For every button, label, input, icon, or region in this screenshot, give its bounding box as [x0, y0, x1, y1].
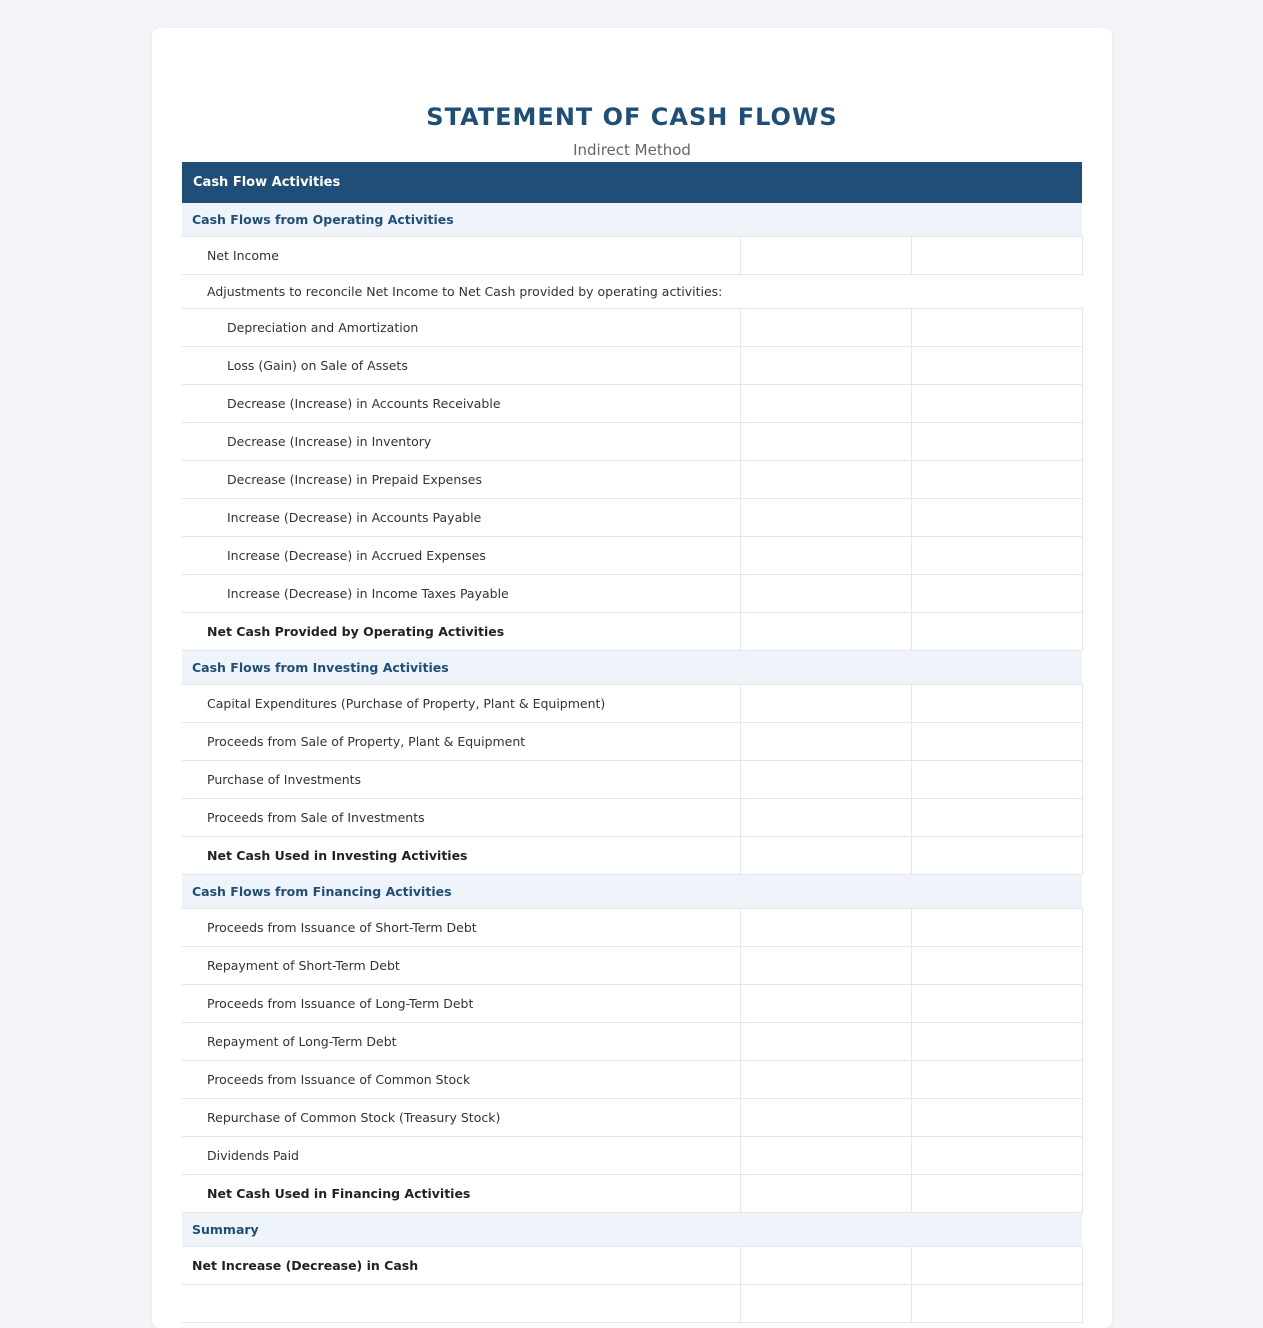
amount-cell[interactable]	[740, 613, 911, 651]
table-row	[182, 237, 1082, 275]
row-label: Repayment of Short-Term Debt	[182, 947, 740, 985]
total-row-financing	[182, 1175, 1082, 1213]
amount-cell[interactable]	[911, 309, 1082, 347]
table-row	[182, 1023, 1082, 1061]
row-label: Proceeds from Issuance of Common Stock	[182, 1061, 740, 1099]
amount-cell[interactable]	[911, 1285, 1082, 1323]
amount-cell[interactable]	[740, 685, 911, 723]
row-label: Loss (Gain) on Sale of Assets	[182, 347, 740, 385]
row-label: Proceeds from Issuance of Short-Term Debt	[182, 909, 740, 947]
table-row	[182, 1137, 1082, 1175]
amount-cell[interactable]	[740, 347, 911, 385]
section-financing	[182, 875, 1082, 909]
amount-cell[interactable]	[911, 575, 1082, 613]
section-summary	[182, 1213, 1082, 1247]
row-label: Increase (Decrease) in Income Taxes Payable	[182, 575, 740, 613]
amount-cell[interactable]	[911, 1099, 1082, 1137]
row-label: Decrease (Increase) in Accounts Receivable	[182, 385, 740, 423]
amount-cell[interactable]	[911, 723, 1082, 761]
row-label: Increase (Decrease) in Accrued Expenses	[182, 537, 740, 575]
row-label: Decrease (Increase) in Inventory	[182, 423, 740, 461]
table-row	[182, 347, 1082, 385]
table-row	[182, 575, 1082, 613]
row-label: Dividends Paid	[182, 1137, 740, 1175]
amount-cell[interactable]	[740, 461, 911, 499]
total-label: Net Cash Used in Investing Activities	[182, 837, 740, 875]
table-row	[182, 537, 1082, 575]
row-label: Depreciation and Amortization	[182, 309, 740, 347]
amount-cell[interactable]	[740, 237, 911, 275]
row-label: Purchase of Investments	[182, 761, 740, 799]
amount-cell[interactable]	[911, 837, 1082, 875]
table-row	[182, 1099, 1082, 1137]
amount-cell[interactable]	[911, 1023, 1082, 1061]
amount-cell[interactable]	[740, 385, 911, 423]
table-header: Cash Flow Activities	[182, 162, 1082, 203]
table-row	[182, 499, 1082, 537]
amount-cell[interactable]	[911, 947, 1082, 985]
amount-cell[interactable]	[740, 309, 911, 347]
amount-cell[interactable]	[911, 1175, 1082, 1213]
amount-cell[interactable]	[911, 347, 1082, 385]
amount-cell[interactable]	[740, 837, 911, 875]
amount-cell[interactable]	[911, 1137, 1082, 1175]
amount-cell[interactable]	[911, 461, 1082, 499]
amount-cell[interactable]	[740, 761, 911, 799]
summary-row	[182, 1285, 1082, 1323]
table-row	[182, 947, 1082, 985]
table-row	[182, 385, 1082, 423]
row-label: Increase (Decrease) in Accounts Payable	[182, 499, 740, 537]
amount-cell[interactable]	[740, 909, 911, 947]
amount-cell[interactable]	[740, 499, 911, 537]
amount-cell[interactable]	[740, 1061, 911, 1099]
section-heading: Cash Flows from Financing Activities	[182, 875, 1082, 909]
amount-cell[interactable]	[740, 423, 911, 461]
total-label: Net Cash Provided by Operating Activities	[182, 613, 740, 651]
amount-cell[interactable]	[740, 1175, 911, 1213]
amount-cell[interactable]	[911, 685, 1082, 723]
table-row	[182, 461, 1082, 499]
amount-cell[interactable]	[911, 537, 1082, 575]
amount-cell[interactable]	[740, 799, 911, 837]
row-label: Repayment of Long-Term Debt	[182, 1023, 740, 1061]
table-row	[182, 909, 1082, 947]
amount-cell[interactable]	[911, 799, 1082, 837]
amount-cell[interactable]	[740, 575, 911, 613]
table-row	[182, 423, 1082, 461]
table-row	[182, 723, 1082, 761]
amount-cell[interactable]	[740, 1247, 911, 1285]
amount-cell[interactable]	[911, 423, 1082, 461]
table-header-row	[182, 162, 1082, 203]
adjustments-note: Adjustments to reconcile Net Income to Net Cash provided by operating activities:	[182, 275, 1082, 309]
total-row-investing	[182, 837, 1082, 875]
total-label: Net Cash Used in Financing Activities	[182, 1175, 740, 1213]
row-label: Proceeds from Issuance of Long-Term Debt	[182, 985, 740, 1023]
total-row-operating	[182, 613, 1082, 651]
table-row	[182, 309, 1082, 347]
amount-cell[interactable]	[740, 1137, 911, 1175]
amount-cell[interactable]	[740, 537, 911, 575]
amount-cell[interactable]	[911, 909, 1082, 947]
row-label: Proceeds from Sale of Investments	[182, 799, 740, 837]
section-heading: Cash Flows from Investing Activities	[182, 651, 1082, 685]
amount-cell[interactable]	[740, 947, 911, 985]
page-title: STATEMENT OF CASH FLOWS	[426, 103, 838, 131]
section-heading: Cash Flows from Operating Activities	[182, 203, 1082, 237]
amount-cell[interactable]	[911, 499, 1082, 537]
summary-label	[182, 1285, 740, 1323]
amount-cell[interactable]	[911, 237, 1082, 275]
section-investing	[182, 651, 1082, 685]
amount-cell[interactable]	[911, 761, 1082, 799]
cash-flow-table	[182, 162, 1083, 1323]
section-heading: Summary	[182, 1213, 1082, 1247]
section-operating	[182, 203, 1082, 237]
table-row	[182, 761, 1082, 799]
page-subtitle: Indirect Method	[573, 141, 691, 159]
amount-cell[interactable]	[740, 1285, 911, 1323]
amount-cell[interactable]	[911, 1061, 1082, 1099]
table-row	[182, 985, 1082, 1023]
amount-cell[interactable]	[911, 985, 1082, 1023]
amount-cell[interactable]	[911, 385, 1082, 423]
amount-cell[interactable]	[740, 985, 911, 1023]
row-label: Capital Expenditures (Purchase of Property, Plant & Equipment)	[182, 685, 740, 723]
amount-cell[interactable]	[911, 1247, 1082, 1285]
row-label: Proceeds from Sale of Property, Plant & Equipment	[182, 723, 740, 761]
summary-row	[182, 1247, 1082, 1285]
row-label: Repurchase of Common Stock (Treasury Stock)	[182, 1099, 740, 1137]
amount-cell[interactable]	[740, 1023, 911, 1061]
amount-cell[interactable]	[740, 723, 911, 761]
summary-label: Net Increase (Decrease) in Cash	[182, 1247, 740, 1285]
amount-cell[interactable]	[911, 613, 1082, 651]
row-label: Net Income	[182, 237, 740, 275]
table-row	[182, 685, 1082, 723]
amount-cell[interactable]	[740, 1099, 911, 1137]
table-row	[182, 1061, 1082, 1099]
adjustments-note-row	[182, 275, 1082, 309]
table-row	[182, 799, 1082, 837]
row-label: Decrease (Increase) in Prepaid Expenses	[182, 461, 740, 499]
